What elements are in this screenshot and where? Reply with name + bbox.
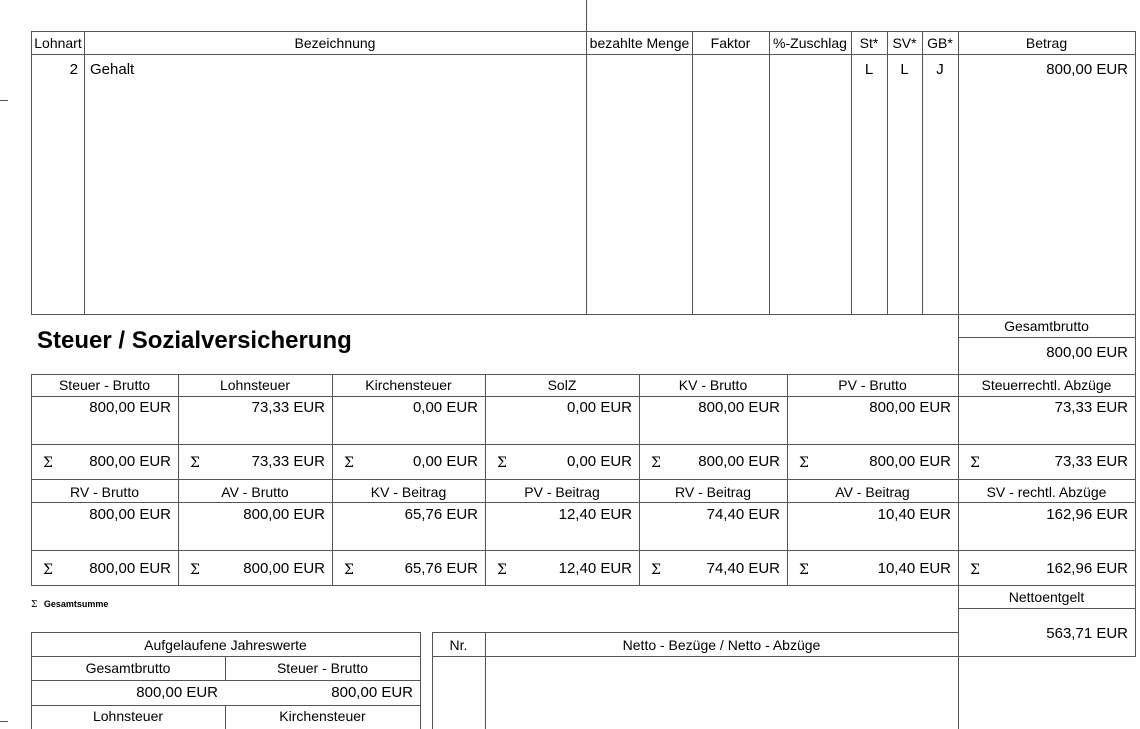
nettoentgelt-label: Nettoentgelt [1008, 589, 1085, 605]
sv-value-4: 74,40 EUR [706, 506, 780, 523]
tax-header-6: Steuerrechtl. Abzüge [981, 377, 1112, 393]
header-bezeichnung: Bezeichnung [294, 35, 376, 51]
sv-header-4: RV - Beitrag [675, 484, 751, 500]
sv-value-1: 800,00 EUR [243, 506, 325, 523]
sigma-icon: Σ [190, 455, 200, 471]
row-st: L [864, 61, 874, 78]
sigma-icon: Σ [344, 455, 354, 471]
sv-sum-0: 800,00 EUR [89, 560, 171, 577]
tax-value-3: 0,00 EUR [566, 399, 632, 416]
nettoentgelt-value: 563,71 EUR [1046, 625, 1128, 642]
jw-gesamtbrutto-label: Gesamtbrutto [85, 660, 171, 676]
row-sv: L [900, 61, 909, 78]
tax-value-6: 73,33 EUR [1054, 399, 1128, 416]
sigma-icon: Σ [651, 455, 661, 471]
tax-header-2: Kirchensteuer [365, 377, 452, 393]
tax-value-0: 800,00 EUR [89, 399, 171, 416]
sv-header-6: SV - rechtl. Abzüge [986, 484, 1107, 500]
sv-sum-1: 800,00 EUR [243, 560, 325, 577]
tax-value-2: 0,00 EUR [412, 399, 478, 416]
tax-sum-5: 800,00 EUR [869, 453, 951, 470]
jw-gesamtbrutto-value: 800,00 EUR [136, 684, 218, 701]
sv-header-2: KV - Beitrag [370, 484, 447, 500]
tax-header-0: Steuer - Brutto [58, 377, 151, 393]
sigma-icon: Σ [43, 455, 53, 471]
sv-value-3: 12,40 EUR [558, 506, 632, 523]
row-gb: J [936, 61, 944, 78]
nr-label: Nr. [449, 637, 468, 653]
jw-kirchensteuer-label: Kirchensteuer [279, 708, 366, 724]
tax-sum-1: 73,33 EUR [251, 453, 325, 470]
sigma-icon: Σ [497, 562, 507, 578]
tax-value-4: 800,00 EUR [698, 399, 780, 416]
sv-header-5: AV - Beitrag [835, 484, 910, 500]
sv-header-0: RV - Brutto [70, 484, 139, 500]
gesamtbrutto-label: Gesamtbrutto [1004, 318, 1089, 334]
gesamtsumme-label: Gesamtsumme [43, 599, 109, 609]
tax-sum-4: 800,00 EUR [698, 453, 780, 470]
row-bezeichnung: Gehalt [90, 61, 135, 78]
header-gb: GB* [927, 35, 953, 51]
header-lohnart: Lohnart [34, 35, 82, 51]
jw-lohnsteuer-label: Lohnsteuer [92, 708, 164, 724]
row-lohnart: 2 [69, 61, 78, 78]
tax-header-4: KV - Brutto [678, 377, 748, 393]
tax-header-1: Lohnsteuer [219, 377, 291, 393]
header-st: St* [859, 35, 879, 51]
row-betrag: 800,00 EUR [1046, 61, 1128, 78]
sigma-icon: Σ [970, 455, 980, 471]
sigma-icon: Σ [799, 562, 809, 578]
sv-sum-3: 12,40 EUR [558, 560, 632, 577]
jahreswerte-title: Aufgelaufene Jahreswerte [144, 637, 307, 653]
tax-value-1: 73,33 EUR [251, 399, 325, 416]
section-title: Steuer / Sozialversicherung [37, 327, 352, 354]
sigma-icon: Σ [799, 455, 809, 471]
sv-value-0: 800,00 EUR [89, 506, 171, 523]
sigma-icon: Σ [970, 562, 980, 578]
jw-steuerbrutto-value: 800,00 EUR [331, 684, 413, 701]
header-zuschlag: %-Zuschlag [773, 35, 847, 51]
tax-value-5: 800,00 EUR [869, 399, 951, 416]
tax-sum-2: 0,00 EUR [412, 453, 478, 470]
sigma-icon: Σ [31, 600, 38, 610]
sigma-icon: Σ [43, 562, 53, 578]
header-faktor: Faktor [710, 35, 751, 51]
tax-header-3: SolZ [547, 377, 577, 393]
sv-header-3: PV - Beitrag [524, 484, 600, 500]
sv-value-5: 10,40 EUR [877, 506, 951, 523]
sigma-icon: Σ [497, 455, 507, 471]
sv-sum-2: 65,76 EUR [404, 560, 478, 577]
tax-header-5: PV - Brutto [838, 377, 907, 393]
jw-steuerbrutto-label: Steuer - Brutto [276, 660, 369, 676]
sigma-icon: Σ [190, 562, 200, 578]
sv-sum-4: 74,40 EUR [706, 560, 780, 577]
gesamtbrutto-value: 800,00 EUR [1046, 344, 1128, 361]
tax-sum-0: 800,00 EUR [89, 453, 171, 470]
header-menge: bezahlte Menge [589, 35, 690, 51]
gesamtsumme-note [31, 599, 108, 610]
sv-sum-6: 162,96 EUR [1046, 560, 1128, 577]
header-sv: SV* [892, 35, 917, 51]
sv-value-2: 65,76 EUR [404, 506, 478, 523]
sv-value-6: 162,96 EUR [1046, 506, 1128, 523]
sv-sum-5: 10,40 EUR [877, 560, 951, 577]
sigma-icon: Σ [651, 562, 661, 578]
header-betrag: Betrag [1025, 35, 1068, 51]
sigma-icon: Σ [344, 562, 354, 578]
tax-sum-3: 0,00 EUR [566, 453, 632, 470]
tax-sum-6: 73,33 EUR [1054, 453, 1128, 470]
netto-bezuege-title: Netto - Bezüge / Netto - Abzüge [622, 637, 821, 653]
sv-header-1: AV - Brutto [221, 484, 289, 500]
